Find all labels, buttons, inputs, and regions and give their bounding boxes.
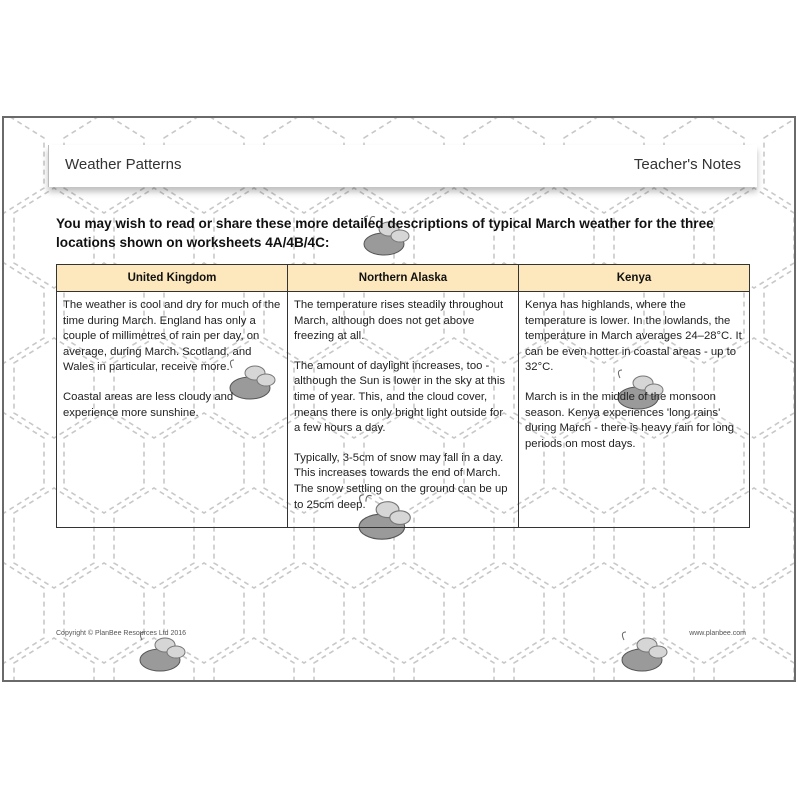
cell-northern-alaska [288,292,519,528]
paragraph: March is in the middle of the monsoon season. Kenya experiences 'long rains' during March - there is heavy rain for long periods on most days. [525,390,735,450]
table-header-row [57,265,750,292]
cell-united-kingdom [57,292,288,528]
paragraph: The amount of daylight increases, too - although the Sun is lower in the sky at this time of year. This, and the cloud cover, means there is only bright light outside for a few hours a day. [294,359,505,435]
bee-icon [132,630,190,680]
table-row [57,292,750,528]
weather-table [56,264,750,528]
bee-icon [614,630,672,680]
page-title: Weather Patterns [65,156,182,173]
column-header-united-kingdom: United Kingdom [57,265,288,292]
column-header-northern-alaska: Northern Alaska [288,265,519,292]
cell-kenya [519,292,750,528]
worksheet-page [2,116,796,682]
paragraph: The temperature rises steadily throughout March, although does not get above freezing at all. [294,299,504,343]
paragraph: Coastal areas are less cloudy and experience more sunshine. [63,390,234,419]
copyright-text: Copyright © PlanBee Resources Ltd 2016 [56,630,187,637]
paragraph: The weather is cool and dry for much of the time during March. England has only a couple of millimetres of rain per day, on average, during March. Scotland, and Wales in particular, receive more. [63,299,281,374]
paragraph: Typically, 3-5cm of snow may fall in a day. This increases towards the end of March. The snow settling on the ground can be up to 25cm deep. [294,451,508,511]
intro-text: You may wish to read or share these more detailed descriptions of typical March weather for the three locations shown on worksheets 4A/4B/4C: [56,216,714,250]
website-text: www.planbee.com [689,630,746,637]
header-banner [48,145,757,187]
paragraph: Kenya has highlands, where the temperature is lower. In the lowlands, the temperature in March averages 24–28°C. It can be even hotter in coastal areas - up to 32°C. [525,299,742,374]
teachers-notes-label: Teacher's Notes [633,156,741,173]
column-header-kenya: Kenya [519,265,750,292]
